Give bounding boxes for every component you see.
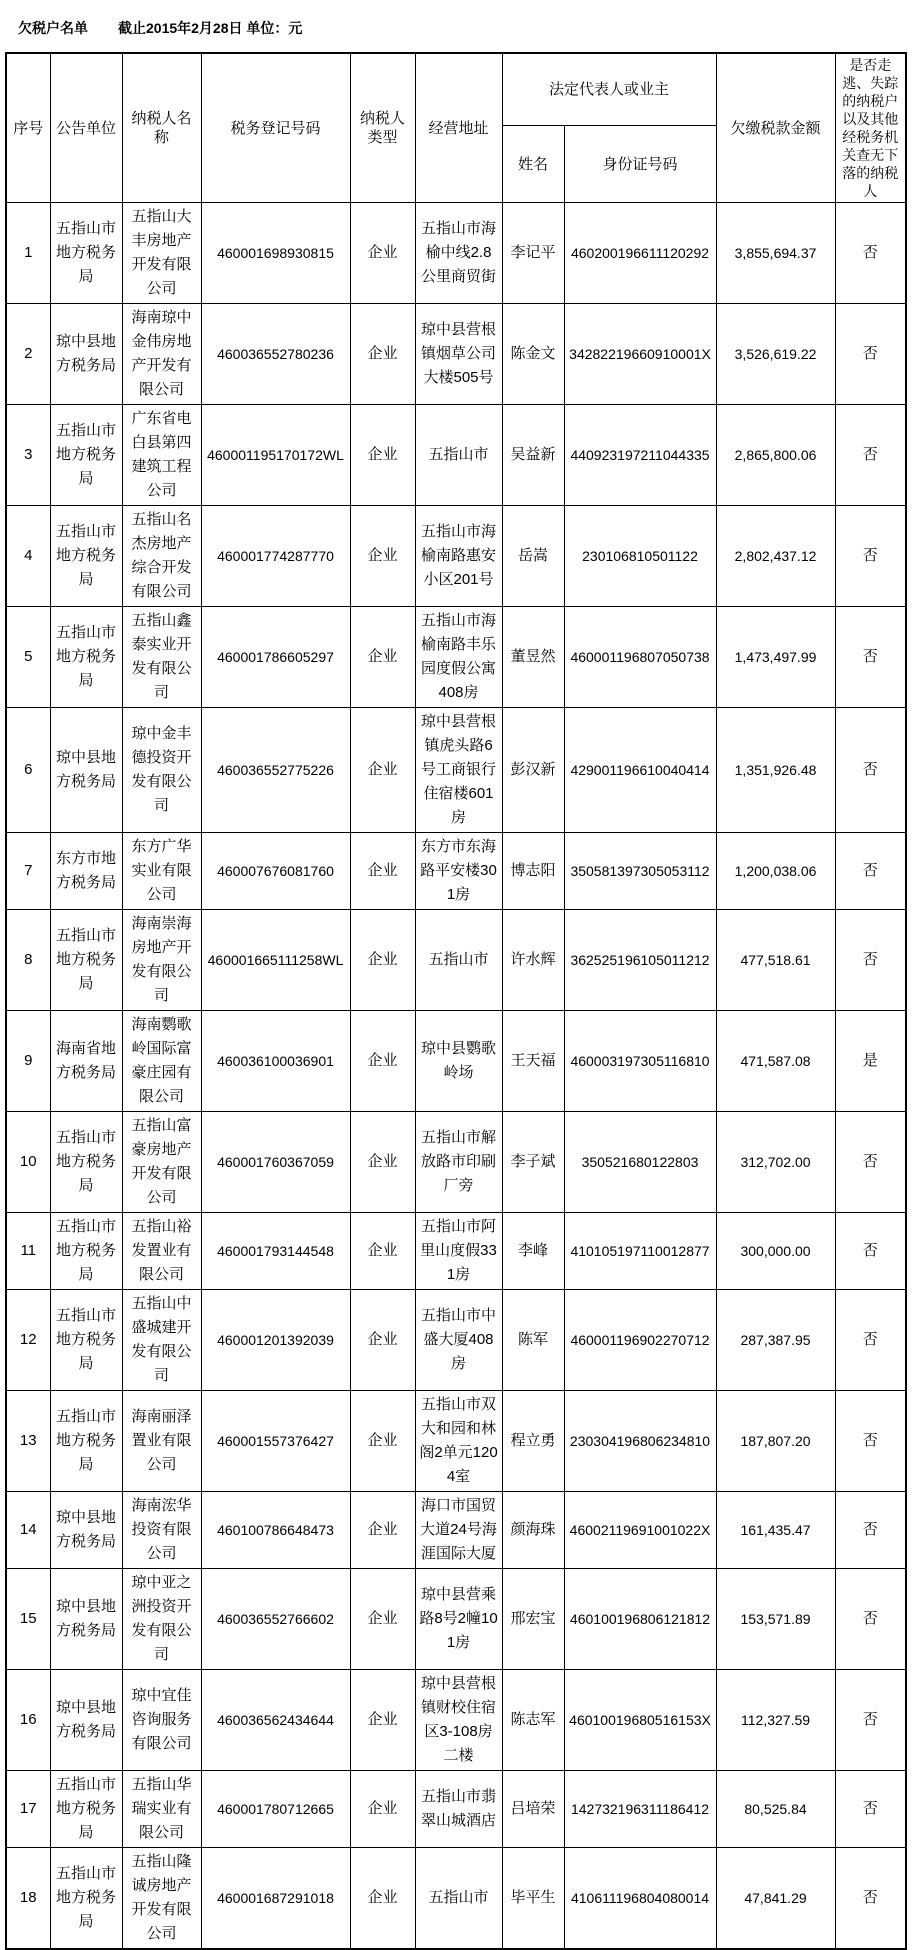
- cell-id-number: 460001196807050738: [564, 607, 716, 708]
- cell-taxpayer: 海南丽泽置业有限公司: [122, 1391, 201, 1492]
- cell-tax-id: 460001687291018: [201, 1848, 350, 1950]
- cell-address: 五指山市翡翠山城酒店: [415, 1771, 502, 1848]
- document-title: 欠税户名单: [18, 20, 88, 36]
- cell-missing: 否: [835, 1848, 906, 1950]
- cell-taxpayer: 五指山华瑞实业有限公司: [122, 1771, 201, 1848]
- table-row: [6, 1771, 906, 1848]
- cell-amount: 47,841.29: [716, 1848, 835, 1950]
- cell-legal-name: 吴益新: [502, 405, 564, 506]
- cell-tax-id: 460001774287770: [201, 506, 350, 607]
- cell-address: 五指山市: [415, 910, 502, 1011]
- cell-taxpayer: 东方广华实业有限公司: [122, 833, 201, 910]
- cell-tax-id: 460036100036901: [201, 1011, 350, 1112]
- cell-amount: 1,200,038.06: [716, 833, 835, 910]
- cell-tax-id: 460007676081760: [201, 833, 350, 910]
- cell-id-number: 460003197305116810: [564, 1011, 716, 1112]
- table-row: [6, 1670, 906, 1771]
- table-row: [6, 1569, 906, 1670]
- cell-legal-name: 陈金文: [502, 304, 564, 405]
- cell-seq: 1: [6, 203, 50, 304]
- cell-amount: 112,327.59: [716, 1670, 835, 1771]
- cell-id-number: 350581397305053112: [564, 833, 716, 910]
- cell-legal-name: 李子斌: [502, 1112, 564, 1213]
- col-header-type: 纳税人类型: [350, 53, 415, 203]
- cell-tax-id: 460036552780236: [201, 304, 350, 405]
- cell-seq: 5: [6, 607, 50, 708]
- cell-bureau: 五指山市地方税务局: [50, 1771, 122, 1848]
- cell-bureau: 琼中县地方税务局: [50, 1492, 122, 1569]
- cell-type: 企业: [350, 708, 415, 833]
- cell-type: 企业: [350, 910, 415, 1011]
- cell-id-number: 46010019680516153X: [564, 1670, 716, 1771]
- cell-missing: 否: [835, 1771, 906, 1848]
- table-row: [6, 1492, 906, 1569]
- cell-amount: 471,587.08: [716, 1011, 835, 1112]
- cell-taxpayer: 琼中金丰德投资开发有限公司: [122, 708, 201, 833]
- cell-type: 企业: [350, 1670, 415, 1771]
- cell-taxpayer: 五指山中盛城建开发有限公司: [122, 1290, 201, 1391]
- cell-missing: 否: [835, 708, 906, 833]
- table-row: [6, 708, 906, 833]
- cell-taxpayer: 琼中亚之洲投资开发有限公司: [122, 1569, 201, 1670]
- cell-id-number: 460100196806121812: [564, 1569, 716, 1670]
- cell-missing: 否: [835, 833, 906, 910]
- cell-tax-id: 460001557376427: [201, 1391, 350, 1492]
- cell-id-number: 230304196806234810: [564, 1391, 716, 1492]
- cell-address: 五指山市: [415, 405, 502, 506]
- cell-missing: 否: [835, 506, 906, 607]
- cell-tax-id: 460036552775226: [201, 708, 350, 833]
- table-row: [6, 1112, 906, 1213]
- cell-legal-name: 颜海珠: [502, 1492, 564, 1569]
- cell-taxpayer: 五指山名杰房地产综合开发有限公司: [122, 506, 201, 607]
- cell-id-number: 429001196610040414: [564, 708, 716, 833]
- cell-taxpayer: 广东省电白县第四建筑工程公司: [122, 405, 201, 506]
- cell-taxpayer: 五指山鑫泰实业开发有限公司: [122, 607, 201, 708]
- cell-missing: 否: [835, 1213, 906, 1290]
- cell-taxpayer: 海南鹦歌岭国际富豪庄园有限公司: [122, 1011, 201, 1112]
- cell-type: 企业: [350, 304, 415, 405]
- cell-address: 琼中县营根镇烟草公司大楼505号: [415, 304, 502, 405]
- cell-bureau: 五指山市地方税务局: [50, 607, 122, 708]
- cell-amount: 187,807.20: [716, 1391, 835, 1492]
- cell-taxpayer: 海南浤华投资有限公司: [122, 1492, 201, 1569]
- cell-id-number: 230106810501122: [564, 506, 716, 607]
- cell-id-number: 362525196105011212: [564, 910, 716, 1011]
- cell-legal-name: 陈志军: [502, 1670, 564, 1771]
- cell-address: 琼中县鹦歌岭场: [415, 1011, 502, 1112]
- cell-bureau: 东方市地方税务局: [50, 833, 122, 910]
- cell-bureau: 琼中县地方税务局: [50, 708, 122, 833]
- cell-tax-id: 460001780712665: [201, 1771, 350, 1848]
- table-row: [6, 1391, 906, 1492]
- cell-legal-name: 吕培荣: [502, 1771, 564, 1848]
- cell-legal-name: 博志阳: [502, 833, 564, 910]
- cell-missing: 否: [835, 910, 906, 1011]
- cell-seq: 12: [6, 1290, 50, 1391]
- cell-seq: 14: [6, 1492, 50, 1569]
- cell-bureau: 五指山市地方税务局: [50, 506, 122, 607]
- cell-legal-name: 程立勇: [502, 1391, 564, 1492]
- cell-bureau: 五指山市地方税务局: [50, 1391, 122, 1492]
- cell-seq: 10: [6, 1112, 50, 1213]
- col-header-bureau: 公告单位: [50, 53, 122, 203]
- cell-bureau: 五指山市地方税务局: [50, 1290, 122, 1391]
- cell-amount: 287,387.95: [716, 1290, 835, 1391]
- cell-missing: 否: [835, 607, 906, 708]
- table-row: [6, 304, 906, 405]
- cell-address: 东方市东海路平安楼301房: [415, 833, 502, 910]
- cell-legal-name: 李峰: [502, 1213, 564, 1290]
- col-header-missing: 是否走逃、失踪的纳税户以及其他经税务机关查无下落的纳税人: [835, 53, 906, 203]
- cell-address: 琼中县营乘路8号2幢101房: [415, 1569, 502, 1670]
- cell-bureau: 五指山市地方税务局: [50, 405, 122, 506]
- cell-id-number: 350521680122803: [564, 1112, 716, 1213]
- cell-tax-id: 460001793144548: [201, 1213, 350, 1290]
- cell-type: 企业: [350, 607, 415, 708]
- cell-tax-id: 460001760367059: [201, 1112, 350, 1213]
- cell-seq: 3: [6, 405, 50, 506]
- cell-amount: 161,435.47: [716, 1492, 835, 1569]
- cell-missing: 否: [835, 405, 906, 506]
- cell-bureau: 琼中县地方税务局: [50, 1670, 122, 1771]
- table-row: [6, 506, 906, 607]
- table-row: [6, 203, 906, 304]
- cell-address: 海口市国贸大道24号海涯国际大厦: [415, 1492, 502, 1569]
- cell-tax-id: 460036552766602: [201, 1569, 350, 1670]
- cell-tax-id: 460036562434644: [201, 1670, 350, 1771]
- delinquent-taxpayer-table: [5, 52, 907, 1950]
- cell-amount: 1,351,926.48: [716, 708, 835, 833]
- cell-legal-name: 陈军: [502, 1290, 564, 1391]
- cell-legal-name: 李记平: [502, 203, 564, 304]
- cell-taxpayer: 海南崇海房地产开发有限公司: [122, 910, 201, 1011]
- cell-type: 企业: [350, 1569, 415, 1670]
- cell-bureau: 五指山市地方税务局: [50, 1848, 122, 1950]
- cell-id-number: 142732196311186412: [564, 1771, 716, 1848]
- table-row: [6, 405, 906, 506]
- col-header-address: 经营地址: [415, 53, 502, 203]
- cell-missing: 否: [835, 1391, 906, 1492]
- cell-type: 企业: [350, 405, 415, 506]
- cell-address: 五指山市中盛大厦408房: [415, 1290, 502, 1391]
- cell-missing: 否: [835, 1670, 906, 1771]
- cell-bureau: 琼中县地方税务局: [50, 1569, 122, 1670]
- col-header-tax-id: 税务登记号码: [201, 53, 350, 203]
- page-title: [18, 18, 302, 38]
- cell-seq: 11: [6, 1213, 50, 1290]
- cell-missing: 否: [835, 1112, 906, 1213]
- cell-taxpayer: 五指山富豪房地产开发有限公司: [122, 1112, 201, 1213]
- cell-tax-id: 460001698930815: [201, 203, 350, 304]
- cell-amount: 312,702.00: [716, 1112, 835, 1213]
- cell-amount: 3,526,619.22: [716, 304, 835, 405]
- cell-seq: 16: [6, 1670, 50, 1771]
- cell-taxpayer: 五指山大丰房地产开发有限公司: [122, 203, 201, 304]
- cell-seq: 2: [6, 304, 50, 405]
- cell-type: 企业: [350, 1112, 415, 1213]
- col-header-taxpayer: 纳税人名称: [122, 53, 201, 203]
- table-row: [6, 607, 906, 708]
- cell-type: 企业: [350, 833, 415, 910]
- cell-bureau: 五指山市地方税务局: [50, 203, 122, 304]
- cell-tax-id: 460001201392039: [201, 1290, 350, 1391]
- cell-id-number: 460001196902270712: [564, 1290, 716, 1391]
- cell-type: 企业: [350, 1492, 415, 1569]
- cell-legal-name: 邢宏宝: [502, 1569, 564, 1670]
- cell-seq: 9: [6, 1011, 50, 1112]
- cell-taxpayer: 五指山裕发置业有限公司: [122, 1213, 201, 1290]
- table-row: [6, 910, 906, 1011]
- cell-missing: 否: [835, 1569, 906, 1670]
- cell-bureau: 五指山市地方税务局: [50, 1112, 122, 1213]
- cell-address: 五指山市解放路市印刷厂旁: [415, 1112, 502, 1213]
- cell-legal-name: 董昱然: [502, 607, 564, 708]
- cell-type: 企业: [350, 1848, 415, 1950]
- cell-type: 企业: [350, 1213, 415, 1290]
- table-row: [6, 1848, 906, 1950]
- cell-id-number: 410105197110012877: [564, 1213, 716, 1290]
- cell-amount: 1,473,497.99: [716, 607, 835, 708]
- cell-address: 五指山市: [415, 1848, 502, 1950]
- document-subtitle: 截止2015年2月28日 单位：元: [118, 20, 303, 36]
- cell-address: 五指山市海榆南路丰乐园度假公寓408房: [415, 607, 502, 708]
- col-header-name: 姓名: [502, 126, 564, 203]
- cell-address: 五指山市海榆南路惠安小区201号: [415, 506, 502, 607]
- cell-missing: 否: [835, 203, 906, 304]
- cell-amount: 2,865,800.06: [716, 405, 835, 506]
- cell-type: 企业: [350, 506, 415, 607]
- cell-amount: 2,802,437.12: [716, 506, 835, 607]
- cell-tax-id: 460001195170172WL: [201, 405, 350, 506]
- cell-legal-name: 岳嵩: [502, 506, 564, 607]
- cell-id-number: 34282219660910001X: [564, 304, 716, 405]
- cell-missing: 是: [835, 1011, 906, 1112]
- cell-amount: 477,518.61: [716, 910, 835, 1011]
- cell-seq: 13: [6, 1391, 50, 1492]
- cell-tax-id: 460100786648473: [201, 1492, 350, 1569]
- cell-taxpayer: 五指山隆诚房地产开发有限公司: [122, 1848, 201, 1950]
- cell-amount: 3,855,694.37: [716, 203, 835, 304]
- table-row: [6, 1011, 906, 1112]
- cell-id-number: 460200196611120292: [564, 203, 716, 304]
- cell-bureau: 五指山市地方税务局: [50, 1213, 122, 1290]
- cell-id-number: 440923197211044335: [564, 405, 716, 506]
- cell-seq: 15: [6, 1569, 50, 1670]
- cell-amount: 80,525.84: [716, 1771, 835, 1848]
- cell-legal-name: 王天福: [502, 1011, 564, 1112]
- cell-type: 企业: [350, 1391, 415, 1492]
- cell-missing: 否: [835, 1290, 906, 1391]
- cell-amount: 153,571.89: [716, 1569, 835, 1670]
- cell-seq: 4: [6, 506, 50, 607]
- col-header-legal-rep-group: 法定代表人或业主: [502, 53, 716, 126]
- cell-address: 五指山市阿里山度假331房: [415, 1213, 502, 1290]
- col-header-seq: 序号: [6, 53, 50, 203]
- table-row: [6, 1290, 906, 1391]
- cell-bureau: 海南省地方税务局: [50, 1011, 122, 1112]
- table-row: [6, 1213, 906, 1290]
- cell-missing: 否: [835, 304, 906, 405]
- cell-type: 企业: [350, 203, 415, 304]
- cell-id-number: 410611196804080014: [564, 1848, 716, 1950]
- page-corner-artifact: [880, 0, 906, 4]
- cell-address: 五指山市海榆中线2.8公里商贸街: [415, 203, 502, 304]
- cell-legal-name: 彭汉新: [502, 708, 564, 833]
- cell-seq: 6: [6, 708, 50, 833]
- cell-address: 琼中县营根镇财校住宿区3-108房二楼: [415, 1670, 502, 1771]
- cell-bureau: 琼中县地方税务局: [50, 304, 122, 405]
- cell-address: 五指山市双大和园和林阁2单元1204室: [415, 1391, 502, 1492]
- cell-type: 企业: [350, 1011, 415, 1112]
- cell-seq: 7: [6, 833, 50, 910]
- col-header-amount: 欠缴税款金额: [716, 53, 835, 203]
- cell-tax-id: 460001786605297: [201, 607, 350, 708]
- cell-seq: 17: [6, 1771, 50, 1848]
- cell-seq: 8: [6, 910, 50, 1011]
- cell-seq: 18: [6, 1848, 50, 1950]
- cell-taxpayer: 琼中宜佳咨询服务有限公司: [122, 1670, 201, 1771]
- cell-id-number: 46002119691001022X: [564, 1492, 716, 1569]
- cell-amount: 300,000.00: [716, 1213, 835, 1290]
- cell-type: 企业: [350, 1771, 415, 1848]
- table-header: [6, 53, 906, 203]
- cell-legal-name: 毕平生: [502, 1848, 564, 1950]
- col-header-id-number: 身份证号码: [564, 126, 716, 203]
- table-body: [6, 203, 906, 1950]
- table-row: [6, 833, 906, 910]
- cell-tax-id: 460001665111258WL: [201, 910, 350, 1011]
- cell-legal-name: 许水辉: [502, 910, 564, 1011]
- cell-bureau: 五指山市地方税务局: [50, 910, 122, 1011]
- cell-type: 企业: [350, 1290, 415, 1391]
- cell-taxpayer: 海南琼中金伟房地产开发有限公司: [122, 304, 201, 405]
- cell-missing: 否: [835, 1492, 906, 1569]
- cell-address: 琼中县营根镇虎头路6号工商银行住宿楼601房: [415, 708, 502, 833]
